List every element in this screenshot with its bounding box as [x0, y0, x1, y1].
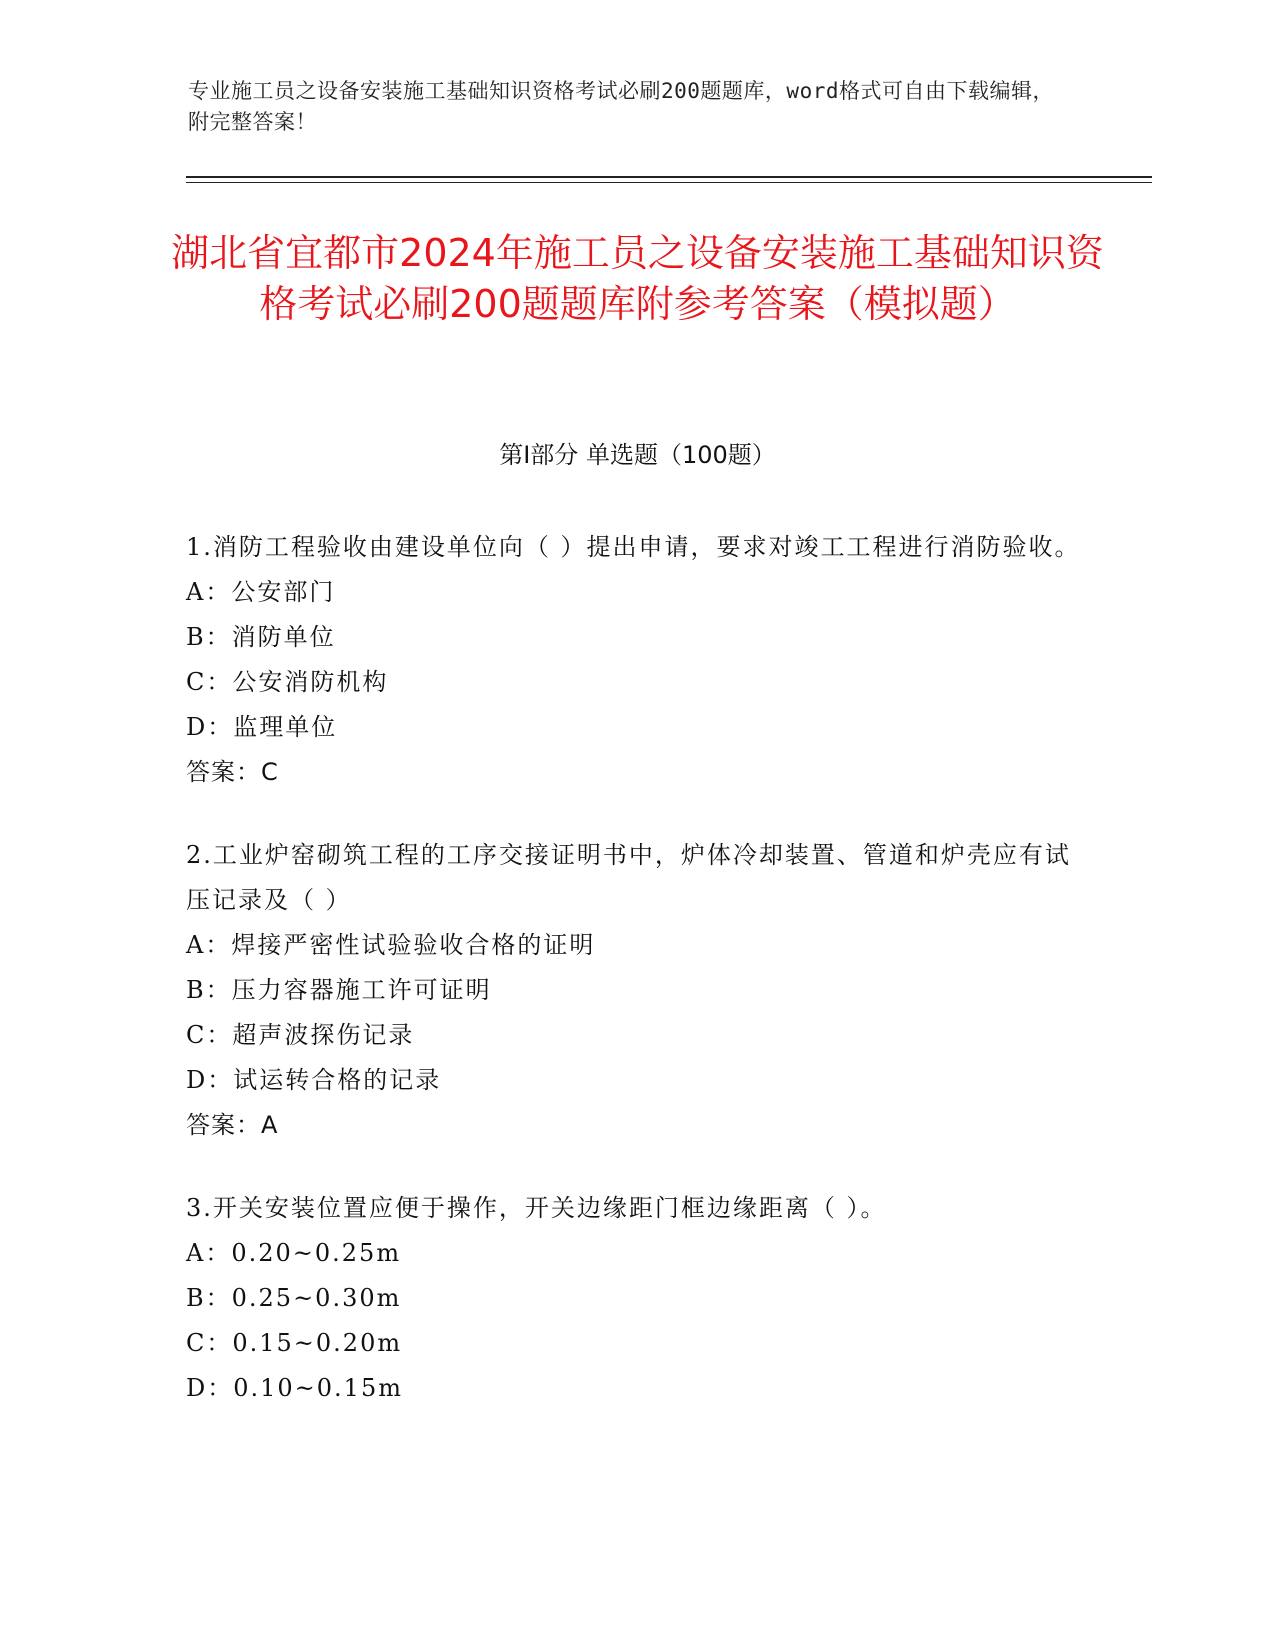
- option-d: D：监理单位: [186, 713, 338, 741]
- answer-line: 答案：C: [186, 758, 279, 786]
- document-title: 湖北省宜都市2024年施工员之设备安装施工基础知识资格考试必刷200题题库附参考答案（模拟题）: [171, 231, 1104, 326]
- option-b: B：0.25~0.30m: [186, 1284, 402, 1312]
- header-rule-thin: [186, 182, 1152, 183]
- option-b: B：消防单位: [186, 623, 336, 651]
- option-d: D：0.10~0.15m: [186, 1374, 403, 1402]
- section-heading: 第Ⅰ部分 单选题（100题）: [499, 441, 776, 469]
- answer-line: 答案：A: [186, 1111, 279, 1139]
- option-a: A：焊接严密性试验验收合格的证明: [186, 931, 596, 959]
- header-note: 专业施工员之设备安装施工基础知识资格考试必刷200题题库，word格式可自由下载编辑，附完整答案！: [188, 79, 1054, 134]
- option-d: D：试运转合格的记录: [186, 1066, 442, 1094]
- question-stem: 2.工业炉窑砌筑工程的工序交接证明书中，炉体冷却装置、管道和炉壳应有试压记录及（ ）: [186, 841, 1071, 914]
- option-c: C：公安消防机构: [186, 668, 389, 696]
- option-c: C：超声波探伤记录: [186, 1021, 415, 1049]
- option-b: B：压力容器施工许可证明: [186, 976, 492, 1004]
- question-stem: 3.开关安装位置应便于操作，开关边缘距门框边缘距离（ ）。: [186, 1194, 887, 1222]
- question-list: [186, 525, 1086, 1449]
- question-2: [186, 833, 1086, 1148]
- question-3: [186, 1186, 1086, 1411]
- option-a: A：0.20~0.25m: [186, 1239, 402, 1267]
- option-a: A：公安部门: [186, 578, 336, 606]
- question-1: [186, 525, 1086, 795]
- question-stem: 1.消防工程验收由建设单位向（ ）提出申请，要求对竣工工程进行消防验收。: [186, 533, 1081, 561]
- option-c: C：0.15~0.20m: [186, 1329, 403, 1357]
- header-rule-thick: [186, 176, 1152, 178]
